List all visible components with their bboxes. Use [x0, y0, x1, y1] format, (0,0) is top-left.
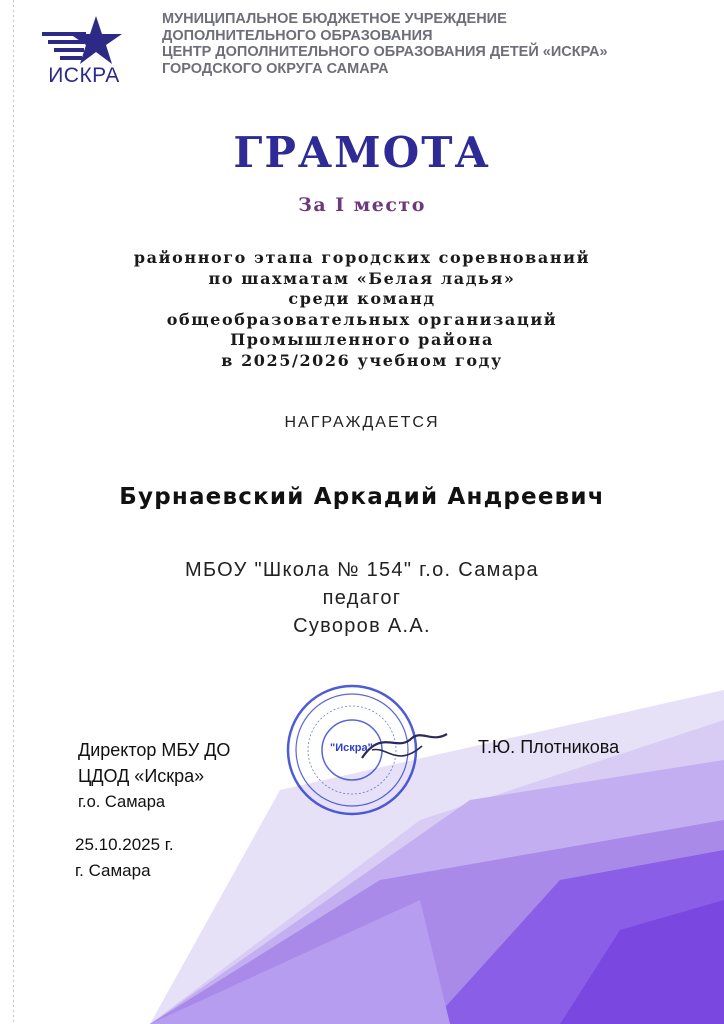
description-line: общеобразовательных организаций [166, 309, 558, 329]
director-title: Директор МБУ ДО [78, 740, 231, 760]
school-block [0, 556, 724, 640]
issue-city: г. Самара [75, 861, 151, 880]
director-org: ЦДОД «Искра» [78, 766, 205, 786]
certificate-title: ГРАМОТА [233, 128, 491, 177]
teacher-label: педагог [322, 587, 402, 609]
awarded-label: НАГРАЖДАЕТСЯ [284, 414, 440, 431]
org-line: ДОПОЛНИТЕЛЬНОГО ОБРАЗОВАНИЯ [162, 27, 433, 44]
org-line: ГОРОДСКОГО ОКРУГА САМАРА [162, 60, 389, 77]
org-line: МУНИЦИПАЛЬНОЕ БЮДЖЕТНОЕ УЧРЕЖДЕНИЕ [162, 11, 507, 27]
stamp-text: "Искра" [330, 742, 373, 754]
description-line: Промышленного района [230, 330, 494, 349]
org-line: ЦЕНТР ДОПОЛНИТЕЛЬНОГО ОБРАЗОВАНИЯ ДЕТЕЙ «ИСКРА» [162, 44, 608, 60]
recipient-name: Бурнаевский Аркадий Андреевич [119, 484, 605, 510]
description-line: по шахматам «Белая ладья» [208, 268, 516, 288]
director-block [78, 737, 230, 815]
description [0, 248, 724, 371]
signer-name: Т.Ю. Плотникова [478, 737, 620, 757]
organization-header [162, 11, 608, 77]
school-name: МБОУ "Школа № 154" г.о. Самара [185, 559, 539, 581]
teacher-name: Суворов А.А. [293, 615, 431, 637]
description-line: в 2025/2026 учебном году [221, 350, 503, 370]
issue-date: 25.10.2025 г. [75, 835, 174, 854]
logo-text: ИСКРА [48, 64, 120, 87]
description-line: районного этапа городских соревнований [133, 248, 591, 267]
description-line: среди команд [288, 289, 436, 308]
director-city: г.о. Самара [78, 793, 166, 811]
date-block [75, 832, 174, 884]
place-text: За I место [298, 194, 426, 216]
